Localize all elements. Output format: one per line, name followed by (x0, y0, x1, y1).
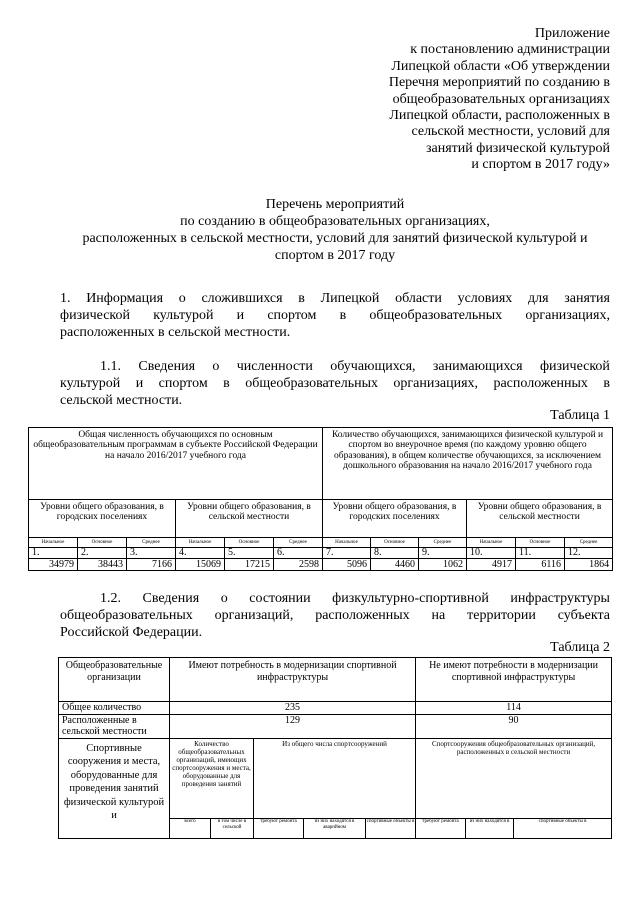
para-word: в (298, 291, 305, 306)
appendix-line: Приложение (534, 26, 610, 41)
row-rural-noneed: 90 (416, 714, 612, 738)
para-word: условиях (457, 291, 513, 306)
sublevel-cell: Среднее (127, 538, 176, 548)
appendix-line: и спортом в 2017 году» (471, 157, 610, 173)
title-line: по созданию в общеобразовательных организациях, (180, 214, 490, 229)
para-text: сельской местности. (60, 393, 183, 408)
column-number: 5. (225, 548, 274, 559)
column-number: 9. (419, 548, 467, 559)
table-1-level-header: Уровни общего образования, в городских поселениях (323, 500, 467, 538)
column-number: 2. (78, 548, 127, 559)
table-2 (58, 657, 612, 839)
para-word: Липецкой (320, 291, 380, 306)
bottom-header: всего (170, 818, 211, 838)
table-1-value: 6116 (516, 559, 565, 571)
para-word: и (135, 376, 144, 391)
appendix-line: Липецкой области, расположенных в (389, 108, 610, 124)
para-word: области (395, 291, 442, 306)
para-word: культурой (153, 308, 214, 323)
bottom-header: требуют ремонта (254, 818, 304, 838)
para-word: в (223, 376, 230, 391)
para-word: Сведения (142, 591, 200, 606)
sublevel-cell: Основное (225, 538, 274, 548)
para-word: состоянии (249, 591, 311, 606)
para-line (60, 624, 610, 641)
table-1-header-left: Общая численность обучающихся по основным общеобразовательным программам в субъекте Российской Федерации на начало 2016/2017 учебного года (29, 428, 323, 500)
column-number: 6. (274, 548, 323, 559)
para-word: физкультурно-спортивной (332, 591, 489, 606)
para-line (60, 290, 610, 307)
para-word: о (178, 291, 186, 306)
para-line (60, 590, 610, 607)
appendix-line: Перечня мероприятий по созданию в (388, 75, 610, 91)
para-word: для (528, 291, 549, 306)
table-1-value: 5096 (323, 559, 371, 571)
table-1-level-header: Уровни общего образования, в городских поселениях (29, 500, 176, 538)
title-line: спортом в 2017 году (274, 248, 396, 263)
appendix-line: Липецкой области «Об утверждении (391, 58, 610, 74)
para-word: общеобразовательных (245, 376, 378, 391)
row-total-label: Общее количество (59, 702, 170, 715)
sublevel-cell: Начальное (176, 538, 225, 548)
para-word: в (603, 376, 610, 391)
column-number: 8. (371, 548, 419, 559)
para-word: обучающихся, (330, 359, 416, 374)
bottom-header: из них находятся в аварийном (304, 818, 366, 838)
para-word: о (212, 359, 220, 374)
para-word: занимающихся (432, 359, 523, 374)
table-2-col3-header: Не имеют потребности в модернизации спортивной инфраструктуры (416, 658, 612, 702)
para-word: расположенных (315, 608, 410, 623)
table-1-value: 15069 (176, 559, 225, 571)
appendix-line: занятий физической культурой (425, 140, 610, 156)
para-word: общеобразовательных (60, 608, 193, 623)
table-1-value: 4460 (371, 559, 419, 571)
table-1-value: 4917 (467, 559, 516, 571)
para-word: расположенных (493, 376, 588, 391)
sublevel-cell: Начальное (467, 538, 516, 548)
sublevel-cell: Основное (516, 538, 565, 548)
para-word: сложившихся (201, 291, 283, 306)
para-word: культурой (60, 376, 121, 391)
para-word: занятия (564, 291, 610, 306)
row-rural-label: Расположенные в сельской местности (59, 714, 170, 738)
appendix-block (310, 26, 610, 174)
table-1-value: 34979 (29, 559, 78, 571)
table-2-label: Таблица 2 (550, 640, 610, 655)
para-line (60, 358, 610, 375)
para-word: инфраструктуры (510, 591, 610, 606)
para-word: 1.1. (100, 359, 121, 374)
para-word: общеобразовательных (369, 308, 503, 323)
table-1-label: Таблица 1 (550, 408, 610, 423)
sublevel-cell: Начальное (29, 538, 78, 548)
appendix-line: общеобразовательных организациях (392, 91, 610, 107)
bottom-header: спортивные объекты в (366, 818, 416, 838)
para-word: в (339, 308, 347, 323)
para-word: субъекта (557, 608, 610, 623)
section-1-1-paragraph (60, 358, 610, 409)
para-word: физической (60, 308, 130, 323)
section-1-paragraph (60, 290, 610, 341)
title-line: расположенных в сельской местности, условий для занятий физической культурой и (82, 231, 588, 246)
sublevel-cell: Среднее (565, 538, 613, 548)
row-total-noneed: 114 (416, 702, 612, 715)
column-number: 11. (516, 548, 565, 559)
column-number: 10. (467, 548, 516, 559)
para-word: на (431, 608, 446, 623)
para-word: о (220, 591, 228, 606)
appendix-line: сельской местности, условий для (411, 124, 610, 140)
para-word: территории (467, 608, 536, 623)
title-line: Перечень мероприятий (265, 197, 405, 212)
para-word: и (236, 308, 245, 323)
para-text: расположенных в сельской местности. (60, 325, 291, 340)
table-2-col2-header: Имеют потребность в модернизации спортивной инфраструктуры (170, 658, 416, 702)
para-word: 1.2. (100, 591, 121, 606)
bottom-header: из них находятся в (466, 818, 514, 838)
column-number: 7. (323, 548, 371, 559)
sublevel-cell: Начальное (323, 538, 371, 548)
sublevel-cell: Основное (371, 538, 419, 548)
table-1-value: 2598 (274, 559, 323, 571)
appendix-line: к постановлению администрации (410, 42, 610, 58)
table-1-value: 1864 (565, 559, 613, 571)
bottom-header: в том числе в сельской (211, 818, 254, 838)
sublevel-cell: Основное (78, 538, 127, 548)
sublevel-cell: Среднее (419, 538, 467, 548)
column-number: 3. (127, 548, 176, 559)
para-word: спортом (158, 376, 208, 391)
table-1-level-header: Уровни общего образования, в сельской местности (467, 500, 613, 538)
document-title (40, 196, 630, 264)
row-rural-need: 129 (170, 714, 416, 738)
bottom-header: спортивные объекты в (514, 818, 612, 838)
para-line (60, 607, 610, 624)
table-2-col1-header: Общеобразовательные организации (59, 658, 170, 702)
sublevel-cell: Среднее (274, 538, 323, 548)
table-1-value: 7166 (127, 559, 176, 571)
para-word: организаций, (214, 608, 294, 623)
section-1-2-paragraph (60, 590, 610, 641)
table-1-header-right: Количество обучающихся, занимающихся физической культурой и спортом во внеурочное время (по каждому уровню общего образования), в общем количестве обучающихся, за исключением дошкольного образования на начало 2016/2017 учебного года (323, 428, 613, 500)
para-word: организациях, (525, 308, 610, 323)
para-word: спортом (267, 308, 317, 323)
para-word: численности (236, 359, 313, 374)
para-line (60, 307, 610, 324)
para-word: 1. (60, 291, 71, 306)
table-1-level-header: Уровни общего образования, в сельской местности (176, 500, 323, 538)
para-line (60, 375, 610, 392)
bottom-header: требуют ремонта (416, 818, 466, 838)
para-line (60, 324, 610, 341)
column-number: 4. (176, 548, 225, 559)
para-word: Информация (86, 291, 164, 306)
table-1-value: 1062 (419, 559, 467, 571)
para-word: организациях, (393, 376, 479, 391)
para-line (60, 392, 610, 409)
sport-noneed-header: Спортсооружения общеобразовательных организаций, расположенных в сельской местности (416, 738, 612, 818)
row-sport-label: Спортивные сооружения и места, оборудованные для проведения занятий физической культурой и (59, 738, 170, 838)
table-1-value: 38443 (78, 559, 127, 571)
row-total-need: 235 (170, 702, 416, 715)
table-1 (28, 427, 613, 571)
column-number: 1. (29, 548, 78, 559)
sport-count-header: Количество общеобразовательных организаций, имеющих спортсооружения и места, оборудованные для проведения занятий (170, 738, 254, 818)
column-number: 12. (565, 548, 613, 559)
para-word: Сведения (138, 359, 196, 374)
table-1-value: 17215 (225, 559, 274, 571)
para-text: Российской Федерации. (60, 625, 203, 640)
para-word: физической (539, 359, 610, 374)
sport-of-total-header: Из общего числа спортсооружений (254, 738, 416, 818)
